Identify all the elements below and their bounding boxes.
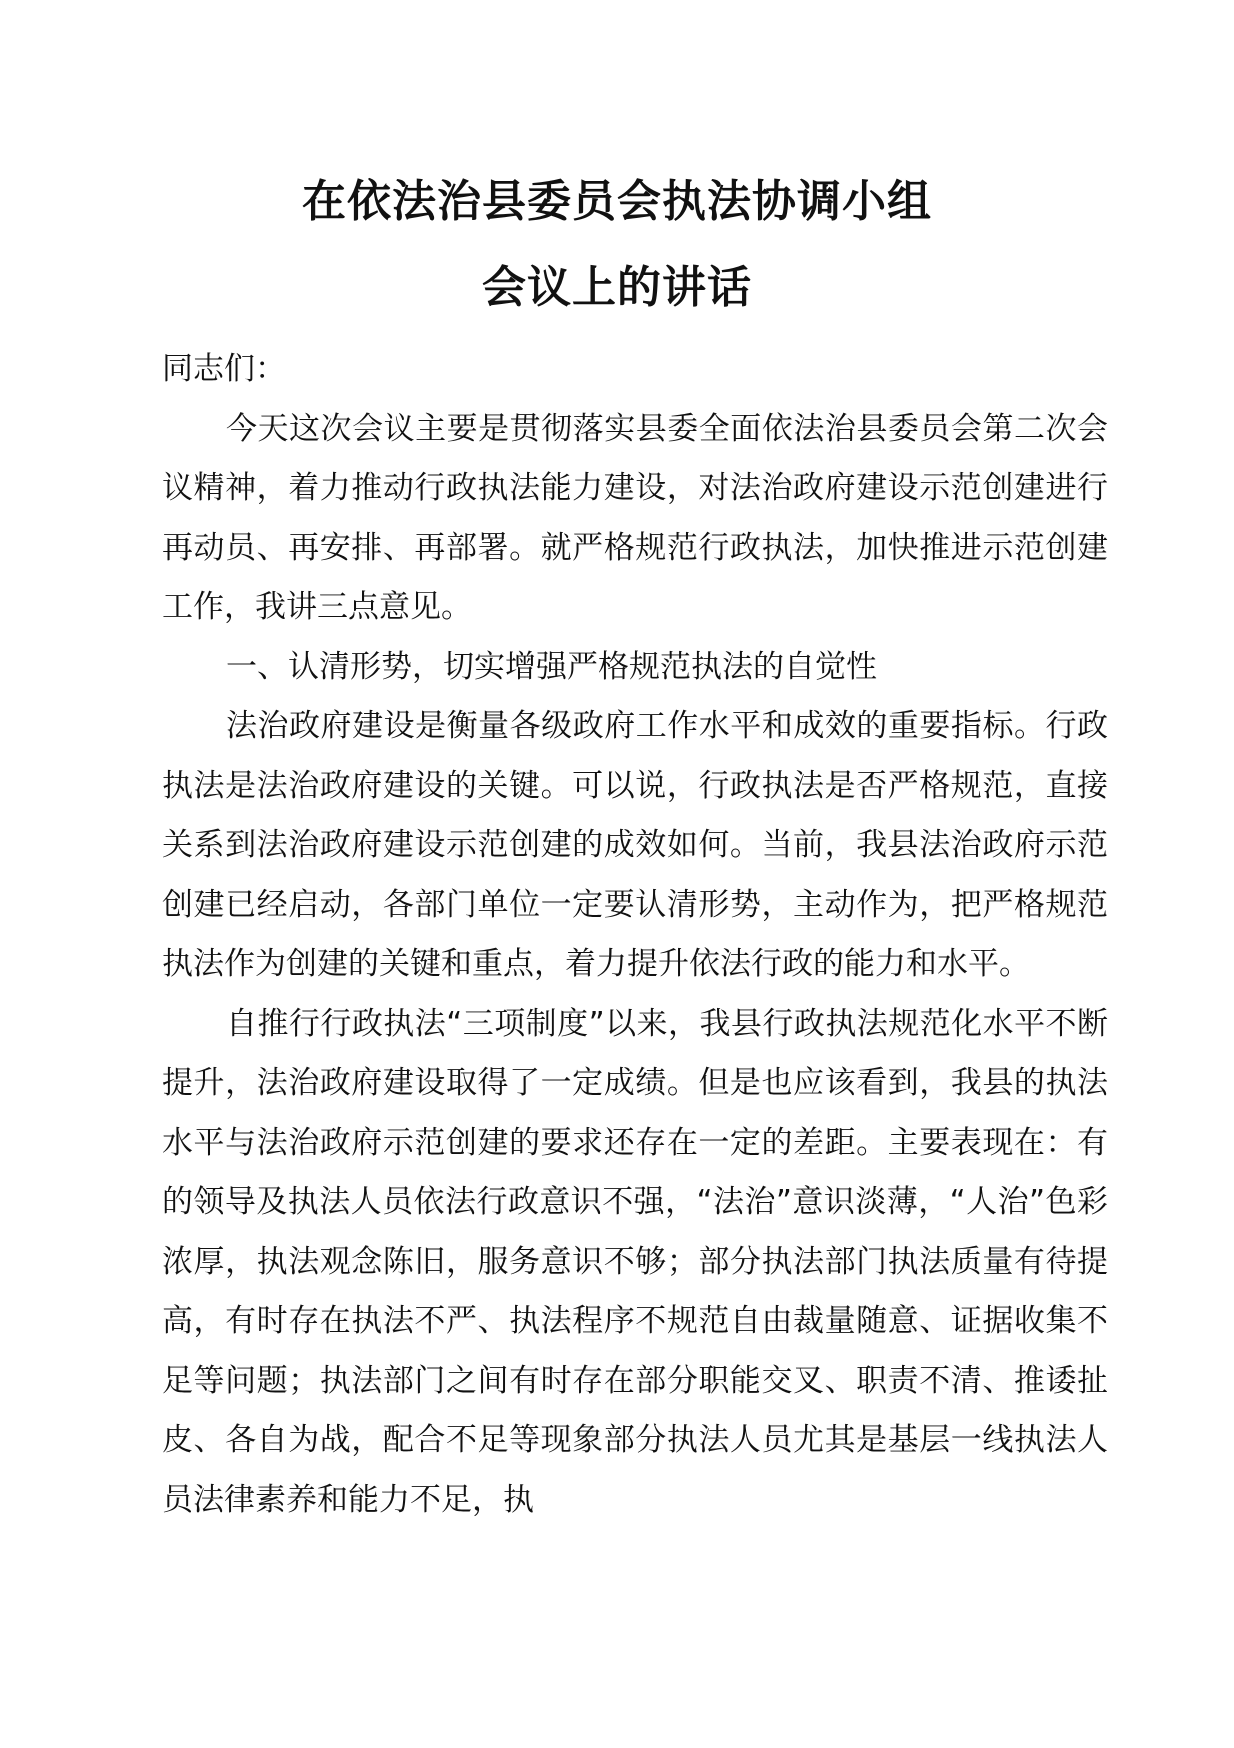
document-body — [162, 340, 1108, 1530]
paragraph-1: 法治政府建设是衡量各级政府工作水平和成效的重要指标。行政执法是法治政府建设的关键。可以说，行政执法是否严格规范，直接关系到法治政府建设示范创建的成效如何。当前，我县法治政府示范创建已经启动，各部门单位一定要认清形势，主动作为，把严格规范执法作为创建的关键和重点，着力提升依法行政的能力和水平。 — [162, 708, 1108, 982]
title-line-2: 会议上的讲话 — [482, 262, 752, 313]
title-line-1: 在依法治县委员会执法协调小组 — [302, 176, 932, 227]
section-heading-1: 一、认清形势，切实增强严格规范执法的自觉性 — [226, 648, 877, 685]
salutation: 同志们： — [162, 351, 286, 387]
paragraph-intro: 今天这次会议主要是贯彻落实县委全面依法治县委员会第二次会议精神，着力推动行政执法能力建设，对法治政府建设示范创建进行再动员、再安排、再部署。就严格规范行政执法，加快推进示范创建工作，我讲三点意见。 — [162, 410, 1108, 625]
paragraph-2: 自推行行政执法“三项制度”以来，我县行政执法规范化水平不断提升，法治政府建设取得了一定成绩。但是也应该看到，我县的执法水平与法治政府示范创建的要求还存在一定的差距。主要表现在：有的领导及执法人员依法行政意识不强，“法治”意识淡薄，“人治”色彩浓厚，执法观念陈旧，服务意识不够；部分执法部门执法质量有待提高，有时存在执法不严、执法程序不规范自由裁量随意、证据收集不足等问题；执法部门之间有时存在部分职能交叉、职责不清、推诿扯皮、各自为战，配合不足等现象部分执法人员尤其是基层一线执法人员法律素养和能力不足，执 — [162, 1005, 1108, 1518]
